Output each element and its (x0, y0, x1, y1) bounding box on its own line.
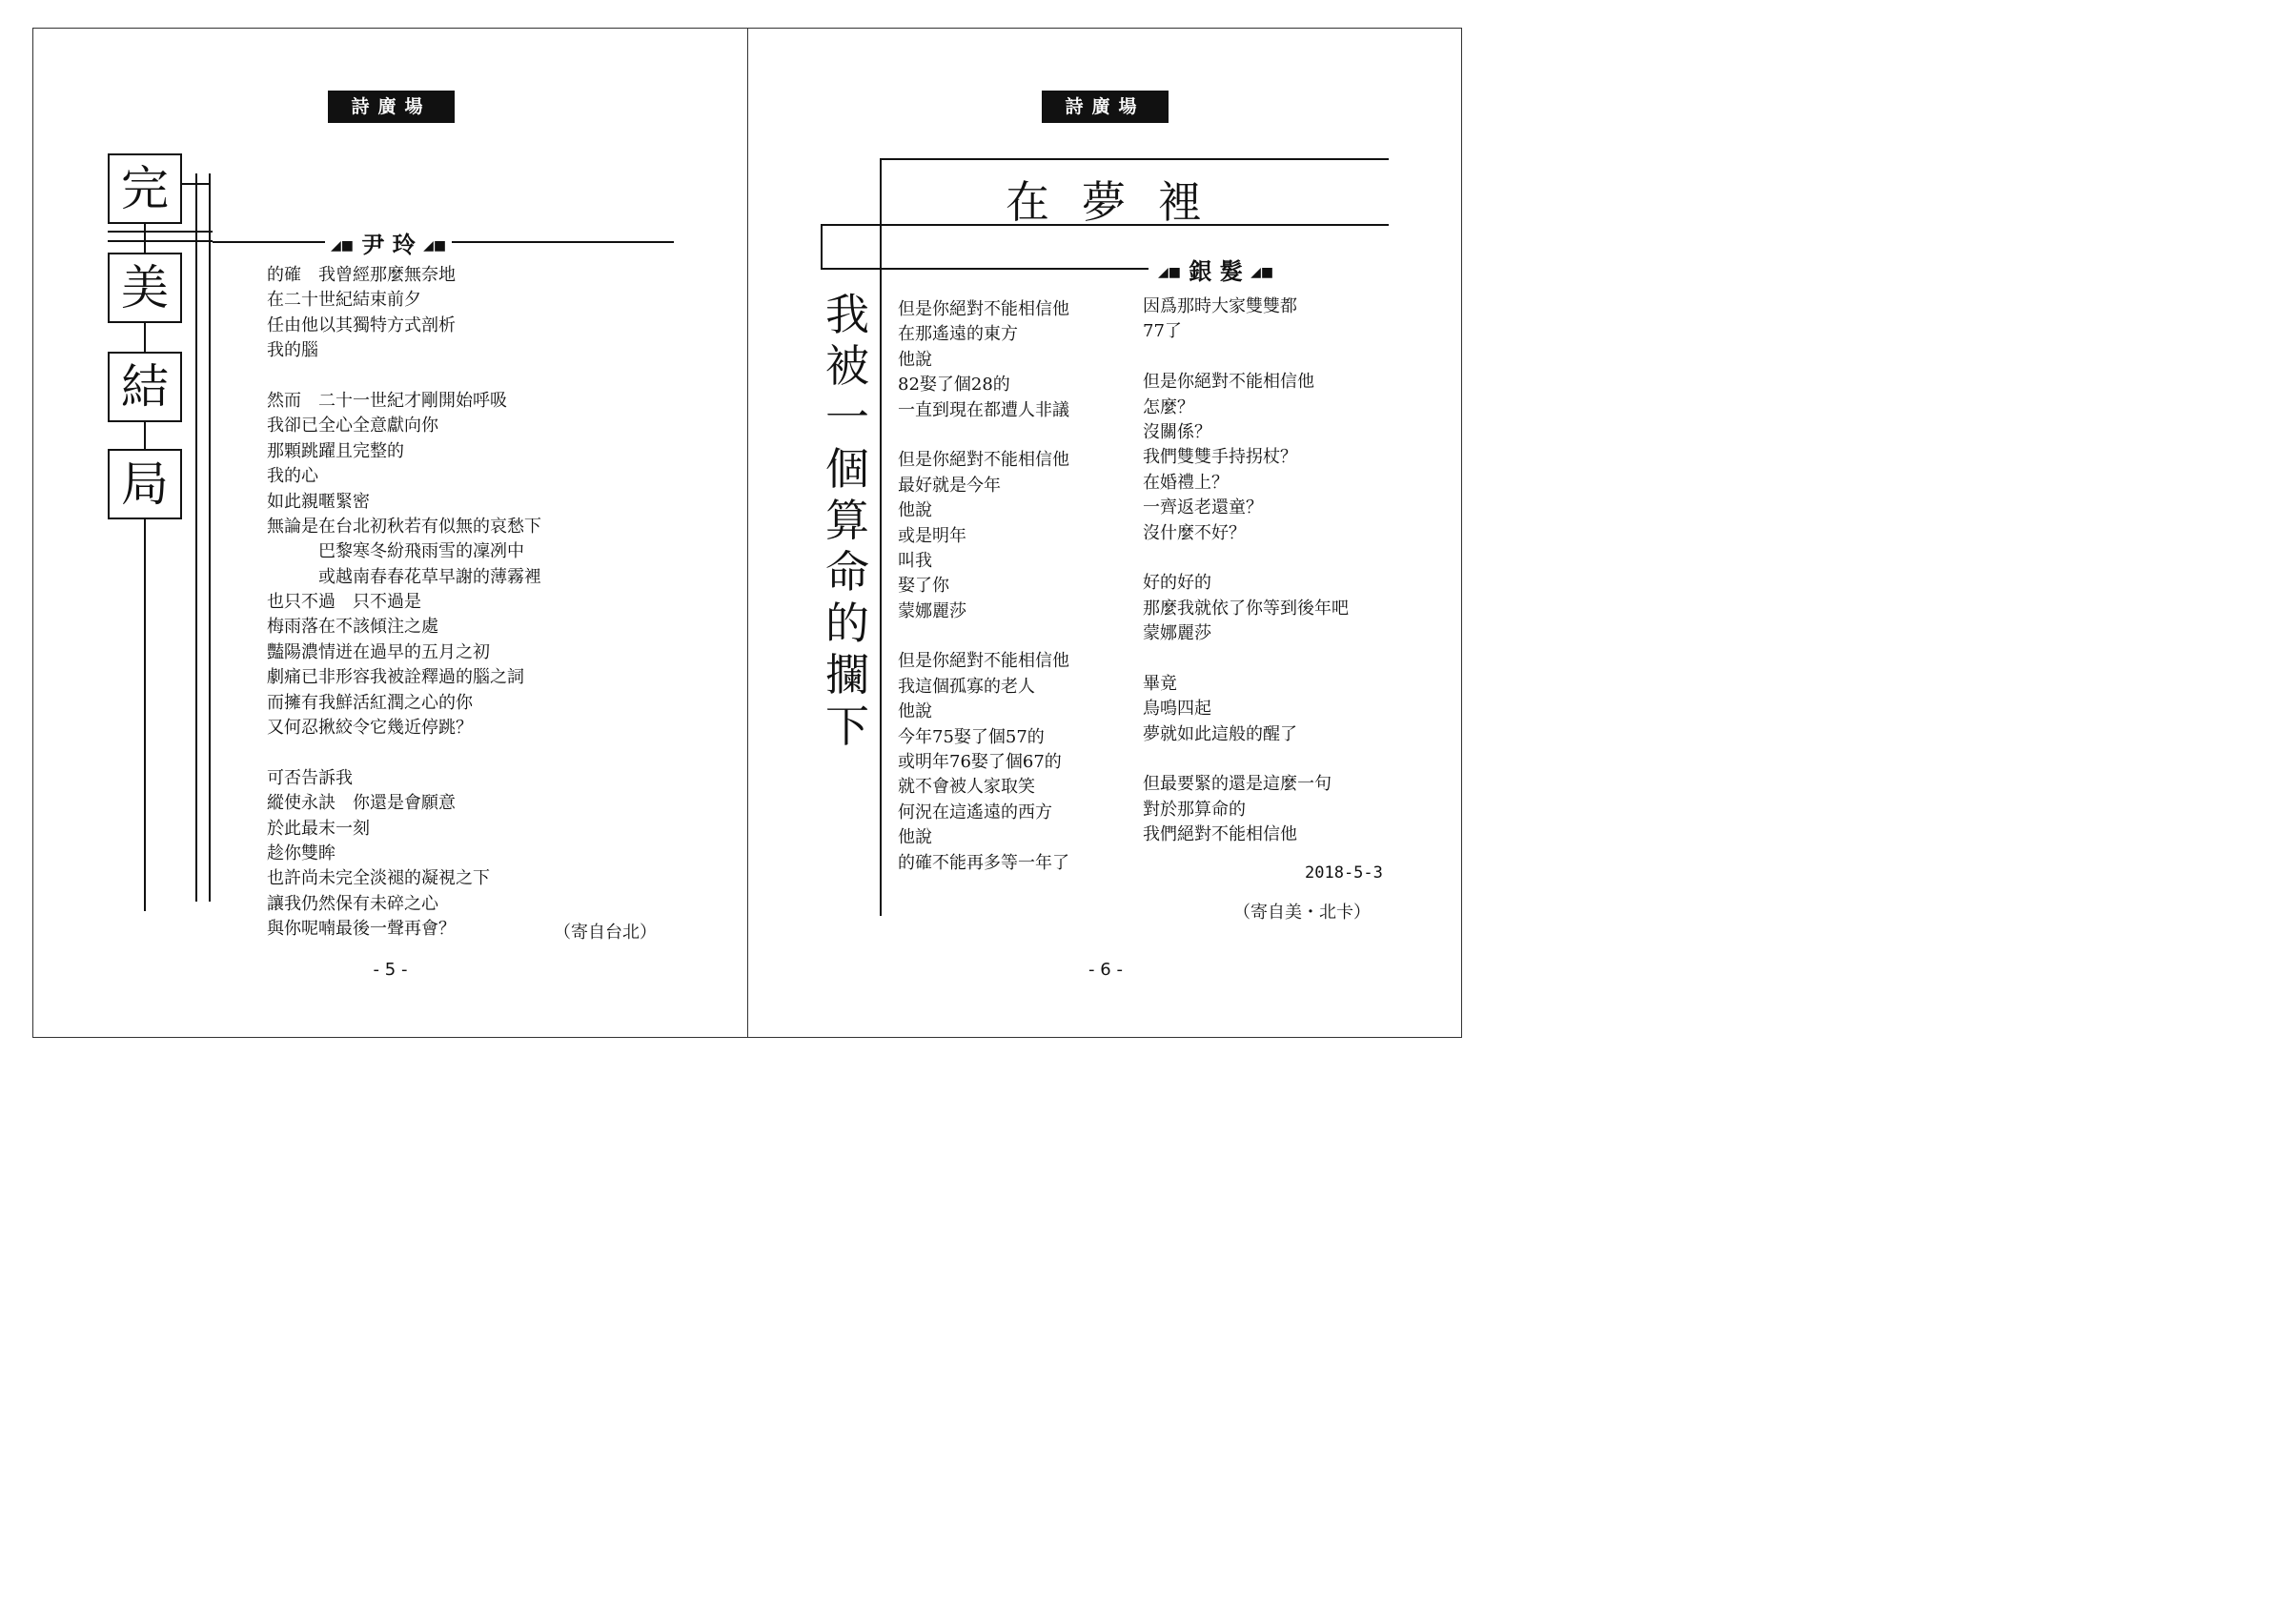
poem-line: 叫我 (898, 550, 932, 571)
poem-line: 但是你絕對不能相信他 (1143, 372, 1314, 393)
poem-line (1143, 646, 1349, 671)
poem-line: 好的好的 (1143, 573, 1211, 594)
author-label: 尹 玲 (361, 232, 416, 258)
author-mark-left: ◢■ (1158, 265, 1181, 280)
title-char-1: 完 (108, 153, 182, 224)
page-number: - 6 - (1088, 960, 1123, 980)
poem-line: 然而 二十一世紀才剛開始呼吸 (267, 390, 507, 411)
author-name (1152, 253, 1279, 286)
poem-line: 畢竟 (1143, 673, 1177, 694)
poem-line: 又何忍揪絞令它幾近停跳？ (267, 718, 473, 739)
poem-line: 可否告訴我 (267, 767, 353, 788)
poem-line: 在二十世紀結束前夕 (267, 290, 421, 311)
poem-line: 與你呢喃最後一聲再會？ (267, 919, 456, 940)
poem-line: 豔陽濃情迸在過早的五月之初 (267, 641, 490, 662)
poem-line: 沒關係？ (1143, 421, 1211, 442)
poem-line: 今年75娶了個57的 (898, 726, 1045, 747)
poem-line: 無論是在台北初秋若有似無的哀愁下 (267, 516, 541, 537)
poem-line (898, 423, 1069, 448)
poem-line: 的確不能再多等一年了 (898, 852, 1069, 873)
poem-line: 也只不過 只不過是 (267, 592, 421, 613)
author-mark-right: ◢■ (423, 238, 447, 254)
poem-line: 沒什麼不好？ (1143, 522, 1246, 543)
poem-line: 但最要緊的還是這麼一句 (1143, 774, 1332, 795)
poem-line: 我們雙雙手持拐杖？ (1143, 447, 1297, 468)
poem-column-1 (898, 297, 1069, 876)
poem-line: 於此最末一刻 (267, 818, 370, 839)
poem-line: 我的心 (267, 466, 318, 487)
poem-line: 我卻已全心全意獻向你 (267, 416, 438, 436)
poem-line: 娶了你 (898, 576, 949, 597)
title-frame-notch (821, 224, 823, 270)
poem-line: 何況在這遙遠的西方 (898, 802, 1052, 822)
poem-line (267, 364, 541, 389)
poem-line: 但是你絕對不能相信他 (898, 651, 1069, 672)
poem-line: 但是你絕對不能相信他 (898, 299, 1069, 319)
poem-source: （寄自台北） (554, 923, 657, 943)
poem-line: 因爲那時大家雙雙都 (1143, 296, 1297, 316)
poem-line: 我這個孤寡的老人 (898, 676, 1035, 697)
author-name (325, 226, 452, 259)
poem-line (898, 624, 1069, 649)
page-5 (33, 29, 748, 1037)
subtitle-vertical: 我被一個算命的攔下 (825, 289, 869, 752)
poem-line: 我們絕對不能相信他 (1143, 824, 1297, 845)
title-rule-horizontal-2 (108, 240, 213, 242)
poem-line: 如此親暱緊密 (267, 491, 370, 512)
poem-line: 的確 我曾經那麼無奈地 (267, 265, 456, 285)
poem-line (1143, 546, 1349, 571)
poem-line: 而擁有我鮮活紅潤之心的你 (267, 692, 473, 713)
title-frame-left (880, 158, 882, 916)
poem-line: 就不會被人家取笑 (898, 777, 1035, 798)
poem-line: 蒙娜麗莎 (898, 600, 966, 621)
poem-line: 82娶了個28的 (898, 375, 1010, 396)
poem-line: 蒙娜麗莎 (1143, 623, 1211, 644)
poem-line: 劇痛已非形容我被詮釋過的腦之詞 (267, 667, 524, 688)
poem-line: 他說 (898, 500, 932, 521)
poem-line: 在婚禮上？ (1143, 472, 1229, 493)
title-char-4: 局 (108, 449, 182, 519)
title-frame-top (880, 158, 1389, 160)
poem-body (267, 263, 541, 943)
page-6 (748, 29, 1463, 1037)
poem-line: 讓我仍然保有未碎之心 (267, 893, 438, 914)
poem-line: 那顆跳躍且完整的 (267, 440, 404, 461)
title-rule-vertical-3 (209, 173, 211, 902)
title-rule-horizontal (108, 231, 213, 233)
title-frame-bottom (821, 268, 1149, 270)
poem-line: 或越南春春花草早謝的薄霧裡 (267, 566, 541, 587)
poem-line: 他說 (898, 701, 932, 722)
poem-line: 那麼我就依了你等到後年吧 (1143, 598, 1349, 619)
author-mark-left: ◢■ (331, 238, 354, 254)
poem-line: 夢就如此這般的醒了 (1143, 723, 1297, 744)
poem-line: 縱使永訣 你還是會願意 (267, 793, 456, 814)
poem-line: 也許尚未完全淡褪的凝視之下 (267, 868, 490, 889)
page-number: - 5 - (373, 960, 408, 980)
poem-line (267, 741, 541, 765)
poem-line: 我的腦 (267, 340, 318, 361)
poem-line: 一齊返老還童？ (1143, 497, 1263, 518)
poem-line: 或明年76娶了個67的 (898, 752, 1062, 773)
book-spread (32, 28, 1462, 1038)
section-header: 詩廣場 (328, 91, 455, 123)
poem-line: 他說 (898, 827, 932, 848)
poem-line: 他說 (898, 349, 932, 370)
title-char-3: 結 (108, 352, 182, 422)
poem-line: 鳥鳴四起 (1143, 699, 1211, 720)
author-mark-right: ◢■ (1250, 265, 1274, 280)
poem-line: 任由他以其獨特方式剖析 (267, 315, 456, 335)
poem-line: 但是你絕對不能相信他 (898, 450, 1069, 471)
poem-line: 怎麼？ (1143, 396, 1194, 417)
poem-line: 梅雨落在不該傾注之處 (267, 617, 438, 638)
poem-line (1143, 345, 1349, 370)
poem-line: 對於那算命的 (1143, 799, 1246, 820)
poem-source: （寄自美・北卡） (1233, 903, 1371, 923)
poem-line: 在那遙遠的東方 (898, 324, 1018, 345)
poem-line: 或是明年 (898, 525, 966, 546)
poem-line: 趁你雙眸 (267, 842, 335, 863)
poem-title: 在夢裡 (1006, 176, 1234, 228)
poem-column-2 (1143, 294, 1349, 848)
poem-line (1143, 747, 1349, 772)
title-rule-tick (181, 183, 210, 185)
section-header: 詩廣場 (1042, 91, 1169, 123)
poem-line: 77了 (1143, 321, 1182, 342)
poem-date: 2018-5-3 (1305, 863, 1383, 883)
poem-line: 一直到現在都遭人非議 (898, 399, 1069, 420)
author-label: 銀 髮 (1189, 258, 1243, 285)
poem-line: 巴黎寒冬紛飛雨雪的凜冽中 (267, 541, 524, 562)
title-char-2: 美 (108, 253, 182, 323)
title-rule-vertical-2 (195, 173, 197, 902)
poem-line: 最好就是今年 (898, 475, 1001, 496)
